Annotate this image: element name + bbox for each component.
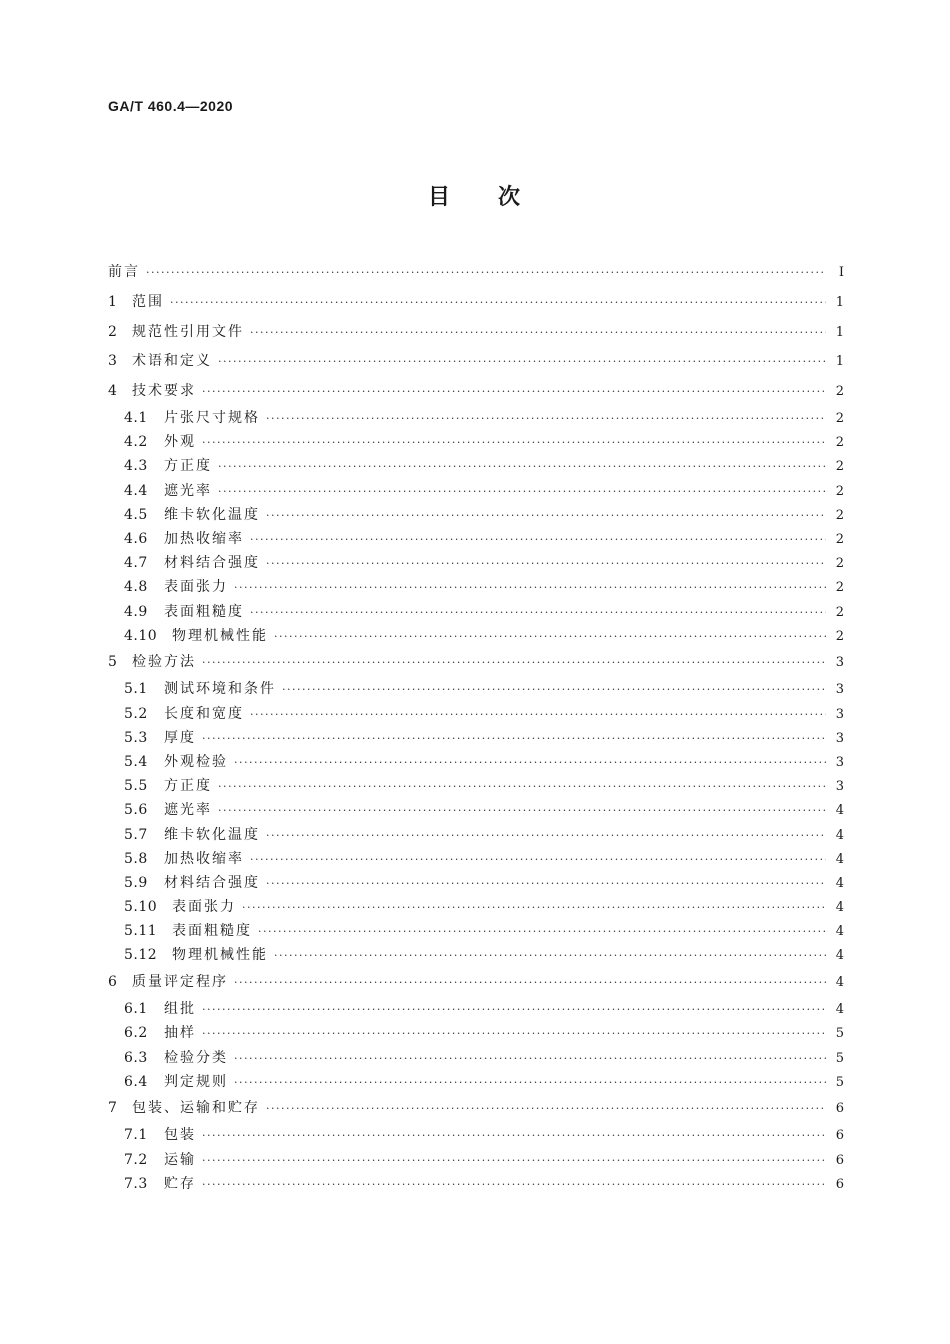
toc-entry[interactable] [108,318,844,348]
toc-entry-label: 表面张力 [172,899,236,916]
toc-entry[interactable] [108,1148,844,1172]
toc-entry[interactable] [108,750,844,774]
toc-entry[interactable] [108,726,844,750]
toc-entry-page: 2 [835,459,844,475]
toc-entry[interactable] [108,997,844,1021]
toc-entry-page: 2 [835,435,844,451]
toc-entry[interactable] [108,919,844,943]
toc-entry[interactable] [108,847,844,871]
toc-entry-label: 检验方法 [132,653,196,670]
toc-entry[interactable] [108,454,844,478]
toc-entry-page: 4 [835,851,844,867]
toc-entry-number: 6.1 [124,1001,148,1018]
toc-entry[interactable] [108,871,844,895]
toc-entry-label: 遮光率 [164,482,212,499]
toc-entry-page: 1 [835,324,844,340]
toc-entry[interactable] [108,503,844,527]
toc-entry-number: 6.2 [124,1025,148,1042]
toc-leader-dots [266,552,826,576]
toc-entry-label: 维卡软化温度 [164,826,260,843]
toc-entry[interactable] [108,377,844,407]
toc-entry-page: 2 [835,580,844,596]
toc-entry[interactable] [108,575,844,599]
toc-entry[interactable] [108,1123,844,1147]
toc-entry-label: 抽样 [164,1025,196,1042]
toc-entry[interactable] [108,1070,844,1094]
toc-entry-label: 物理机械性能 [172,947,268,964]
toc-entry-page: 5 [835,1074,844,1090]
toc-entry-number: 4.8 [124,579,148,596]
toc-leader-dots [274,625,826,649]
toc-entry-number: 6.3 [124,1049,148,1066]
toc-leader-dots [250,703,826,727]
toc-leader-dots [218,480,826,504]
toc-entry-number: 5.12 [124,947,158,964]
toc-entry-number: 1 [108,294,118,310]
toc-entry-number: 4 [108,382,118,399]
toc-leader-dots [202,1149,826,1173]
toc-leader-dots [202,377,826,407]
toc-entry-page: 2 [835,628,844,644]
toc-entry-page: Ⅰ [838,265,844,280]
toc-entry[interactable] [108,600,844,624]
toc-entry-number: 5.9 [124,874,148,891]
toc-entry[interactable] [108,798,844,822]
toc-leader-dots [250,528,826,552]
toc-entry-page: 4 [835,948,844,964]
toc-entry-number: 4.2 [124,434,148,451]
toc-entry-label: 表面张力 [164,579,228,596]
toc-entry-number: 6 [108,973,118,990]
toc-leader-dots [266,504,826,528]
toc-entry[interactable] [108,1046,844,1070]
toc-entry-page: 3 [835,730,844,746]
toc-leader-dots [234,968,826,998]
toc-leader-dots [274,944,826,968]
toc-entry-page: 3 [835,779,844,795]
toc-entry-number: 4.6 [124,530,148,547]
toc-entry[interactable] [108,347,844,377]
toc-leader-dots [202,1022,826,1046]
toc-entry-number: 5 [108,653,118,670]
toc-entry-number: 7.1 [124,1127,148,1144]
toc-entry-number: 5.6 [124,802,148,819]
toc-leader-dots [202,431,826,455]
toc-entry[interactable] [108,648,844,678]
toc-entry-page: 3 [835,654,844,670]
toc-entry-page: 2 [835,604,844,620]
toc-entry-label: 术语和定义 [132,353,212,369]
toc-entry-label: 技术要求 [132,382,196,399]
toc-entry[interactable] [108,430,844,454]
toc-entry[interactable] [108,479,844,503]
toc-entry-page: 4 [835,900,844,916]
toc-entry-label: 测试环境和条件 [164,681,276,698]
toc-leader-dots [218,799,826,823]
toc-leader-dots [266,1094,826,1124]
toc-entry-number: 5.8 [124,850,148,867]
toc-entry-label: 规范性引用文件 [132,323,244,340]
toc-leader-dots [234,1071,826,1095]
toc-entry-number: 3 [108,353,118,369]
toc-entry-label: 维卡软化温度 [164,506,260,523]
toc-entry-number: 4.5 [124,506,148,523]
toc-entry-number: 5.5 [124,778,148,795]
toc-leader-dots [266,407,826,431]
standard-code: GA/T 460.4—2020 [108,98,234,114]
toc-entry-label: 包装、运输和贮存 [132,1099,260,1116]
toc-entry-page: 5 [835,1026,844,1042]
toc-entry-label: 贮存 [164,1175,196,1192]
toc-leader-dots [218,347,826,377]
toc-entry-number: 5.7 [124,826,148,843]
toc-leader-dots [282,678,826,702]
toc-leader-dots [250,318,826,348]
toc-entry[interactable] [108,895,844,919]
toc-entry-page: 4 [835,1002,844,1018]
toc-leader-dots [170,288,826,318]
toc-leader-dots [202,998,826,1022]
toc-leader-dots [234,1047,826,1071]
toc-entry-page: 2 [835,507,844,523]
toc-leader-dots [250,601,826,625]
toc-leader-dots [202,1173,826,1197]
toc-entry[interactable] [108,943,844,967]
toc-title-part2: 次 [498,185,523,210]
toc-entry-number: 5.11 [124,923,158,940]
toc-entry-number: 7.2 [124,1151,148,1168]
toc-entry-number: 5.10 [124,899,158,916]
toc-entry-number: 7.3 [124,1175,148,1192]
toc-entry-label: 判定规则 [164,1073,228,1090]
toc-entry-number: 5.4 [124,753,148,770]
toc-entry-number: 4.9 [124,603,148,620]
toc-entry-page: 2 [835,483,844,499]
toc-entry[interactable] [108,677,844,701]
toc-entry[interactable] [108,823,844,847]
toc-entry-page: 6 [835,1100,844,1116]
toc-leader-dots [266,872,826,896]
toc-entry-label: 材料结合强度 [164,555,260,572]
toc-entry[interactable] [108,1021,844,1045]
toc-entry-label: 表面粗糙度 [172,923,252,940]
toc-entry-label: 范围 [132,294,164,310]
toc-entry-page: 2 [835,411,844,426]
toc-entry-page: 4 [835,924,844,940]
toc-entry-page: 6 [835,1176,844,1192]
toc-entry-page: 4 [835,875,844,891]
toc-leader-dots [258,920,826,944]
toc-entry-label: 厚度 [164,729,196,746]
toc-entry[interactable] [108,288,844,318]
toc-leader-dots [202,1124,826,1148]
toc-entry-label: 外观检验 [164,753,228,770]
toc-entry-number: 5.3 [124,729,148,746]
toc-entry-label: 检验分类 [164,1049,228,1066]
toc-entry-label: 物理机械性能 [172,627,268,644]
toc-entry-label: 长度和宽度 [164,705,244,722]
toc-entry-label: 前言 [108,264,140,280]
toc-entry-label: 片张尺寸规格 [164,410,260,426]
toc-entry-label: 外观 [164,434,196,451]
toc-entry-number: 2 [108,323,118,340]
toc-entry-label: 组批 [164,1001,196,1018]
toc-leader-dots [250,848,826,872]
toc-entry[interactable] [108,406,844,430]
toc-title-part1: 目 [427,185,452,210]
toc-entry-page: 6 [835,1152,844,1168]
toc-entry-number: 4.4 [124,482,148,499]
toc-entry[interactable] [108,1094,844,1124]
toc-entry-number: 5.2 [124,705,148,722]
toc-entry-page: 3 [835,706,844,722]
toc-entry-page: 2 [835,383,844,399]
toc-entry[interactable] [108,1172,844,1196]
toc-entry[interactable] [108,968,844,998]
toc-entry-number: 4.3 [124,458,148,475]
toc-entry-page: 3 [835,682,844,698]
toc-entry-page: 5 [835,1050,844,1066]
table-of-contents [108,258,844,1196]
toc-entry-page: 3 [835,754,844,770]
toc-entry-label: 材料结合强度 [164,874,260,891]
toc-entry-label: 表面粗糙度 [164,603,244,620]
toc-leader-dots [266,824,826,848]
toc-entry-page: 2 [835,531,844,547]
toc-entry-number: 4.7 [124,555,148,572]
toc-entry-label: 遮光率 [164,802,212,819]
toc-entry-page: 2 [835,556,844,572]
toc-entry[interactable] [108,702,844,726]
toc-leader-dots [234,576,826,600]
toc-leader-dots [202,648,826,678]
toc-leader-dots [218,775,826,799]
toc-entry-label: 方正度 [164,778,212,795]
toc-leader-dots [242,896,826,920]
toc-entry-label: 加热收缩率 [164,530,244,547]
toc-entry[interactable] [108,774,844,798]
toc-entry-label: 包装 [164,1127,196,1144]
toc-entry-number: 4.10 [124,627,158,644]
toc-entry[interactable] [108,624,844,648]
toc-leader-dots [218,455,826,479]
toc-entry-label: 方正度 [164,458,212,475]
toc-entry-label: 运输 [164,1151,196,1168]
toc-entry-label: 加热收缩率 [164,850,244,867]
toc-leader-dots [146,258,826,288]
toc-entry-page: 1 [835,295,844,310]
toc-entry-number: 7 [108,1099,118,1116]
toc-entry-page: 1 [835,354,844,369]
toc-entry-number: 6.4 [124,1073,148,1090]
toc-leader-dots [234,751,826,775]
toc-entry[interactable] [108,551,844,575]
toc-entry-page: 4 [835,803,844,819]
toc-entry[interactable] [108,527,844,551]
toc-entry-number: 4.1 [124,410,148,426]
toc-leader-dots [202,727,826,751]
toc-entry[interactable] [108,258,844,288]
toc-entry-page: 4 [835,827,844,843]
toc-entry-page: 4 [835,974,844,990]
toc-entry-label: 质量评定程序 [132,973,228,990]
toc-entry-number: 5.1 [124,681,148,698]
toc-entry-page: 6 [835,1128,844,1144]
toc-title [0,180,950,211]
